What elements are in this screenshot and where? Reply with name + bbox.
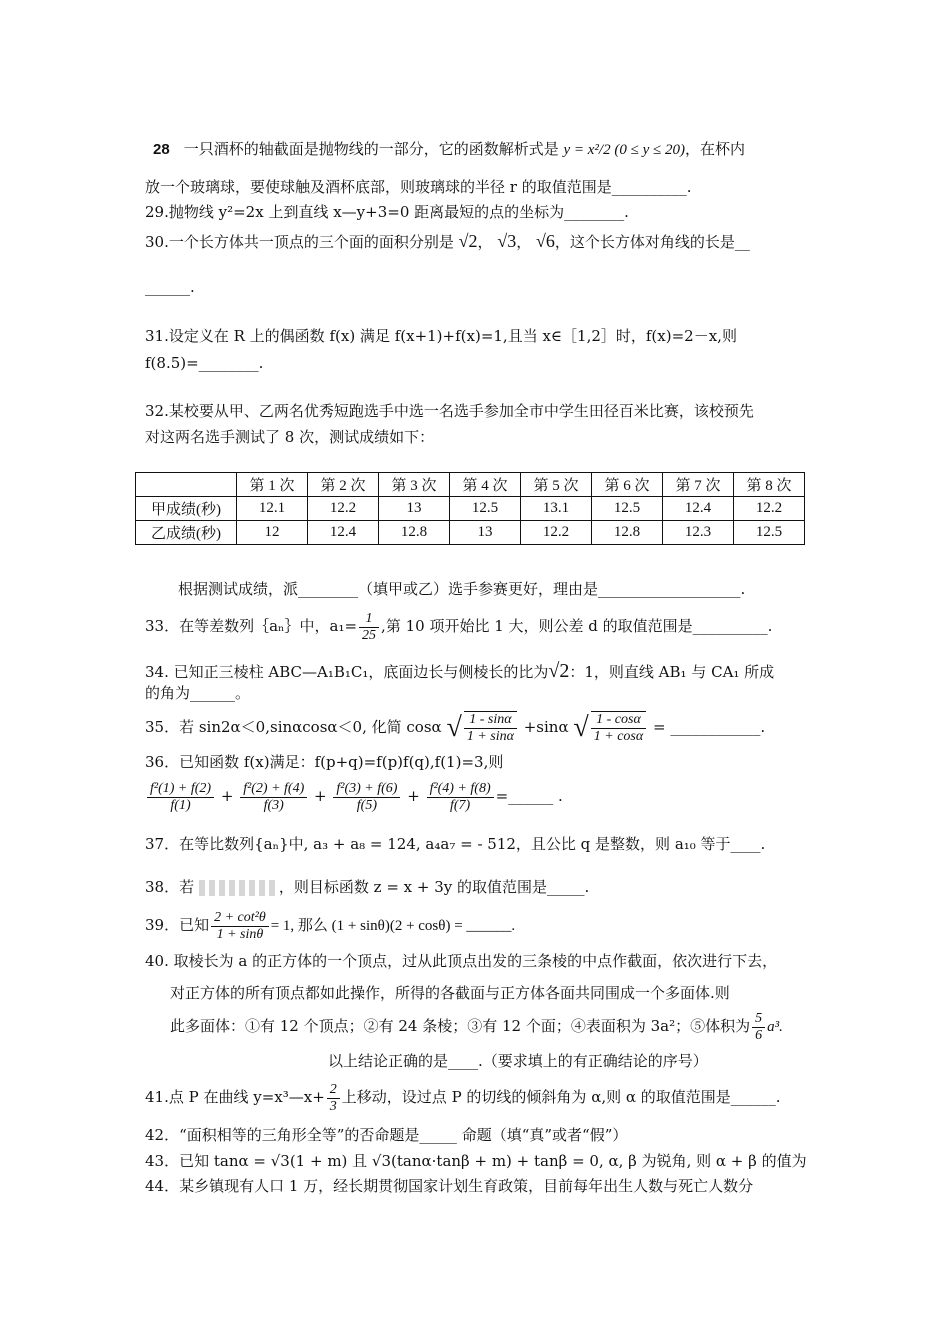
q37-line: 37．在等比数列{aₙ}中, a₃ + a₈ = 124, a₄a₇ = - 512，且公比 q 是整数，则 a₁₀ 等于____. — [145, 835, 766, 853]
q35-radical-2 — [591, 711, 646, 745]
q30-line1: 30.一个长方体共一顶点的三个面的面积分别是 √2， √3， √6，这个长方体对角线的长是__ — [145, 231, 750, 251]
q30-text-a: 30.一个长方体共一顶点的三个面的面积分别是 — [145, 233, 454, 251]
q39-frac-num: 2 + cot²θ — [211, 910, 269, 927]
q39-line — [145, 906, 515, 945]
q33-line — [145, 608, 772, 644]
q36-tail: =______ . — [495, 787, 563, 805]
q36-term-3-den: f(5) — [356, 797, 378, 813]
table-cell: 13 — [379, 497, 450, 521]
table-cell: 12.3 — [663, 521, 734, 545]
q35-radical-1 — [464, 711, 517, 745]
q40-line2: 对正方体的所有顶点都如此操作，所得的各截面与正方体各面共同围成一个多面体.则 — [170, 984, 730, 1002]
q38-text-a: 38．若 — [145, 878, 195, 896]
q35-rad2-num: 1 - cosα — [591, 712, 646, 729]
table-cell: 12.2 — [521, 521, 592, 545]
table-cell: 12.2 — [308, 497, 379, 521]
q38-line — [145, 876, 589, 898]
table-header-cell: 第 5 次 — [521, 473, 592, 497]
q40-line3 — [170, 1008, 783, 1045]
table-cell: 12.5 — [734, 521, 805, 545]
q36-line2: $\frac{\text{f²(1) + f(2)}}{f(1)}$ + $\frac{\text{f²(2) + f(4)}}{f(3)}$ + $\frac{\text{f²(3) + f(6)}}{f(5)}$ + $\frac{\text{f²(4) + f(8)}}{f(7)}$ =______ . — [145, 776, 563, 816]
table-row — [136, 497, 805, 521]
q35-mid: +sinα — [523, 718, 569, 736]
q30-root-3: √6 — [535, 231, 555, 251]
q41-text-a: 41.点 P 在曲线 y=x³—x+ — [145, 1088, 325, 1106]
table-cell: 12.8 — [592, 521, 663, 545]
q40-line3-b: a³. — [767, 1019, 783, 1035]
table-header-cell: 第 3 次 — [379, 473, 450, 497]
q40-frac-den: 6 — [755, 1027, 763, 1043]
table-header-cell: 第 6 次 — [592, 473, 663, 497]
q36-term-2 — [240, 781, 307, 814]
q30-text-b: ，这个长方体对角线的长是__ — [554, 233, 750, 251]
q31-line2: f(8.5)=________. — [145, 354, 264, 372]
table-cell: 12.5 — [450, 497, 521, 521]
q33-text-a: 33．在等差数列｛aₙ｝中，a₁= — [145, 617, 358, 635]
q41-frac-num: 2 — [327, 1082, 340, 1099]
table-cell: 乙成绩(秒) — [136, 521, 237, 545]
q32-conclusion: 根据测试成绩，派________（填甲或乙）选手参赛更好，理由是___________________. — [178, 580, 746, 598]
q40-frac-num: 5 — [752, 1011, 765, 1028]
q36-line1: 36．已知函数 f(x)满足：f(p+q)=f(p)f(q),f(1)=3,则 — [145, 753, 504, 771]
q35-rad1-num: 1 - sinα — [464, 712, 517, 729]
q41-fraction — [327, 1082, 340, 1115]
table-cell: 12.1 — [237, 497, 308, 521]
q32-line1: 32.某校要从甲、乙两名优秀短跑选手中选一名选手参加全市中学生田径百米比赛，该校预先 — [145, 402, 754, 420]
q39-fraction — [211, 910, 269, 943]
q35-rad1-den: 1 + sinα — [466, 729, 514, 744]
q39-frac-den: 1 + sinθ — [216, 926, 264, 942]
q36-term-4-den: f(7) — [449, 797, 471, 813]
q28-line1 — [145, 138, 745, 161]
table-cell: 13.1 — [521, 497, 592, 521]
q36-term-3 — [333, 781, 400, 814]
table-header-cell — [136, 473, 237, 497]
q28-number: 28 — [153, 141, 170, 158]
q28-formula: y = x²/2 (0 ≤ y ≤ 20) — [563, 142, 685, 158]
q33-fraction — [359, 611, 379, 644]
q30-root-2: √3 — [497, 231, 517, 251]
q36-term-4-num: f²(4) + f(8) — [427, 781, 494, 798]
q35-line: 35．若 sin2α＜0,sinαcosα＜0, 化简 cosα √ $\frac{1 - \sin\alpha}{1 + \sin\alpha}$ +sinα √ $\frac{1 - \cos\alpha}{1 + \cos\alpha}$ = ____________. — [145, 712, 766, 744]
q43-line: 43．已知 tanα = √3(1 + m) 且 √3(tanα·tanβ + m) + tanβ = 0, α, β 为锐角, 则 α + β 的值为 — [145, 1152, 807, 1170]
q33-text-b: ,第 10 项开始比 1 大，则公差 d 的取值范围是__________. — [381, 617, 773, 635]
q32-line2: 对这两名选手测试了 8 次，测试成绩如下： — [145, 428, 435, 446]
q36-term-4 — [427, 781, 494, 814]
scores-table — [135, 472, 805, 545]
q36-term-1-den: f(1) — [170, 797, 191, 813]
table-header-cell: 第 1 次 — [237, 473, 308, 497]
table-cell: 12.4 — [308, 521, 379, 545]
q41-text-b: 上移动，设过点 P 的切线的倾斜角为 α,则 α 的取值范围是______. — [341, 1088, 781, 1106]
table-cell: 12.8 — [379, 521, 450, 545]
q36-term-2-den: f(3) — [263, 797, 284, 813]
q40-line4: 以上结论正确的是____.（要求填上的有正确结论的序号） — [328, 1052, 708, 1070]
table-header-cell: 第 4 次 — [450, 473, 521, 497]
table-cell: 13 — [450, 521, 521, 545]
q42-line: 42．“面积相等的三角形全等”的否命题是_____ 命题（填“真”或者“假”） — [145, 1126, 628, 1144]
table-cell: 12.4 — [663, 497, 734, 521]
table-header-row — [136, 473, 805, 497]
q40-line1: 40. 取棱长为 a 的正方体的一个顶点，过从此顶点出发的三条棱的中点作截面，依次进行下去， — [145, 952, 778, 970]
q30-root-1: √2 — [458, 231, 478, 251]
q38-text-b: ，则目标函数 z = x + 3y 的取值范围是_____. — [278, 878, 590, 896]
table-header-cell: 第 2 次 — [308, 473, 379, 497]
q36-term-1-num: f²(1) + f(2) — [147, 781, 214, 798]
q36-term-1 — [147, 781, 214, 814]
q41-line — [145, 1078, 781, 1116]
q30-line2: ______. — [145, 278, 195, 296]
q31-line1: 31.设定义在 R 上的偶函数 f(x) 满足 f(x+1)+f(x)=1,且当 x∈［1,2］时，f(x)=2－x,则 — [145, 327, 737, 345]
q28-text-a: 一只酒杯的轴截面是抛物线的一部分，它的函数解析式是 — [183, 140, 559, 158]
q40-fraction — [752, 1011, 765, 1044]
q34-text-a: 34. 已知正三棱柱 ABC—A₁B₁C₁，底面边长与侧棱长的比为 — [145, 663, 549, 681]
q34-line1 — [145, 660, 774, 683]
q35-text-b: = ____________. — [653, 718, 766, 736]
q41-frac-den: 3 — [329, 1098, 337, 1114]
q33-frac-denominator: 25 — [362, 627, 377, 643]
table-header-cell: 第 7 次 — [663, 473, 734, 497]
table-header-cell: 第 8 次 — [734, 473, 805, 497]
q39-text-b: = 1, 那么 (1 + sinθ)(2 + cosθ) = ______. — [270, 918, 516, 934]
q29-line: 29.抛物线 y²=2x 上到直线 x—y+3=0 距离最短的点的坐标为________. — [145, 203, 629, 221]
q35-rad2-den: 1 + cosα — [593, 729, 644, 744]
q35-text-a: 35．若 sin2α＜0,sinαcosα＜0, 化简 cosα — [145, 718, 442, 736]
q44-line: 44．某乡镇现有人口 1 万，经长期贯彻国家计划生育政策，目前每年出生人数与死亡人数分 — [145, 1177, 754, 1195]
q40-line3-a: 此多面体：①有 12 个顶点；②有 24 条棱；③有 12 个面；④表面积为 3a²；⑤体积为 — [170, 1017, 751, 1035]
q38-constraint-image — [199, 880, 279, 896]
q36-term-3-num: f²(3) + f(6) — [333, 781, 400, 798]
q36-term-2-num: f²(2) + f(4) — [240, 781, 307, 798]
q34-line2: 的角为______。 — [145, 684, 251, 702]
q28-line2: 放一个玻璃球，要使球触及酒杯底部，则玻璃球的半径 r 的取值范围是__________. — [145, 178, 692, 196]
q34-text-b: ：1，则直线 AB₁ 与 CA₁ 所成 — [569, 663, 775, 681]
q28-text-b: ，在杯内 — [684, 140, 745, 158]
table-cell: 12.5 — [592, 497, 663, 521]
table-cell: 12 — [237, 521, 308, 545]
table-cell: 12.2 — [734, 497, 805, 521]
table-row — [136, 521, 805, 545]
table-cell: 甲成绩(秒) — [136, 497, 237, 521]
q39-text-a: 39．已知 — [145, 916, 210, 934]
q34-root: √2 — [548, 660, 570, 682]
q33-frac-numerator: 1 — [359, 611, 379, 628]
